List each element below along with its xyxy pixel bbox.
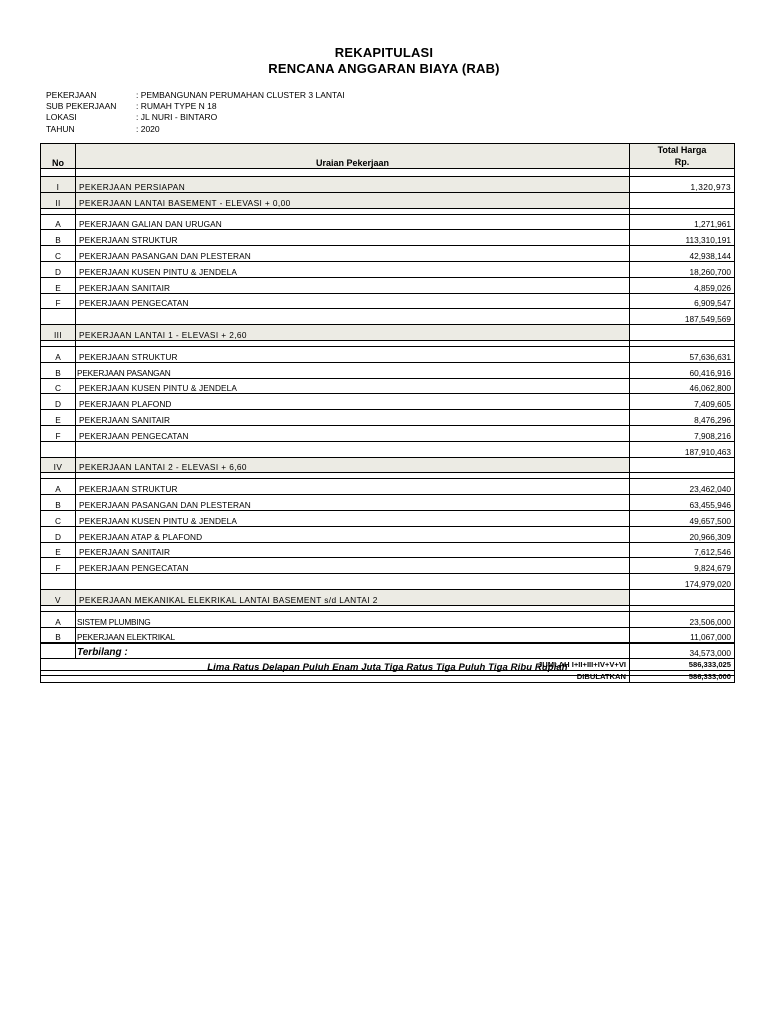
item-amount: 60,416,916 [630, 362, 735, 378]
item-amount: 63,455,946 [630, 495, 735, 511]
subtotal-desc [76, 441, 630, 457]
table-row [41, 246, 735, 262]
terbilang-label: Terbilang : [77, 647, 128, 658]
meta-label: LOKASI [46, 112, 77, 123]
section-no: V [41, 589, 76, 605]
table-row [41, 410, 735, 426]
item-amount: 7,612,546 [630, 542, 735, 558]
item-no: A [41, 611, 76, 627]
item-no: F [41, 558, 76, 574]
item-amount: 9,824,679 [630, 558, 735, 574]
subtotal-amount: 174,979,020 [630, 574, 735, 590]
subtotal-amount: 34,573,000 [630, 643, 735, 659]
subtotal-row [41, 309, 735, 325]
meta-value: : PEMBANGUNAN PERUMAHAN CLUSTER 3 LANTAI [136, 90, 345, 100]
table-row [41, 394, 735, 410]
section-no: I [41, 177, 76, 193]
table-row [41, 362, 735, 378]
item-amount: 113,310,191 [630, 230, 735, 246]
table-row [41, 627, 735, 643]
item-no: D [41, 261, 76, 277]
item-amount: 23,506,000 [630, 611, 735, 627]
section-no: IV [41, 457, 76, 473]
item-amount: 7,908,216 [630, 425, 735, 441]
item-desc: SISTEM PLUMBING [76, 611, 630, 627]
meta-row [46, 90, 345, 101]
item-no: E [41, 410, 76, 426]
col-header-total-line2: Rp. [674, 157, 690, 167]
meta-label: SUB PEKERJAAN [46, 101, 117, 112]
table-row [41, 277, 735, 293]
spacer-cell [76, 169, 630, 177]
section-title: PEKERJAAN MEKANIKAL ELEKRIKAL LANTAI BASEMENT s/d LANTAI 2 [76, 589, 630, 605]
item-desc: PEKERJAAN PENGECATAN [76, 425, 630, 441]
item-desc: PEKERJAAN GALIAN DAN URUGAN [76, 214, 630, 230]
doc-title: REKAPITULASI [334, 45, 434, 60]
item-desc: PEKERJAAN SANITAIR [76, 542, 630, 558]
item-amount: 1,271,961 [630, 214, 735, 230]
spacer-row [41, 169, 735, 177]
table-row [41, 214, 735, 230]
section-title: PEKERJAAN PERSIAPAN [76, 177, 630, 193]
meta-value: : RUMAH TYPE N 18 [136, 101, 217, 112]
table-header [41, 144, 735, 169]
subtotal-row [41, 574, 735, 590]
item-desc: PEKERJAAN KUSEN PINTU & JENDELA [76, 378, 630, 394]
item-desc: PEKERJAAN ATAP & PLAFOND [76, 526, 630, 542]
jumlah-value: 586,333,025 [630, 659, 735, 671]
item-no: E [41, 277, 76, 293]
section-no: III [41, 325, 76, 341]
section-amount [630, 457, 735, 473]
table-row [41, 526, 735, 542]
subtotal-desc [76, 574, 630, 590]
item-amount: 57,636,631 [630, 346, 735, 362]
item-no: A [41, 214, 76, 230]
item-no: C [41, 378, 76, 394]
item-amount: 8,476,296 [630, 410, 735, 426]
jumlah-label: JUMLAH I+II+III+IV+V+VI [41, 659, 630, 671]
col-header-total [630, 144, 735, 169]
section-title: PEKERJAAN LANTAI 2 - ELEVASI + 6,60 [76, 457, 630, 473]
item-desc: PEKERJAAN SANITAIR [76, 410, 630, 426]
item-desc: PEKERJAAN PLAFOND [76, 394, 630, 410]
section-no: II [41, 192, 76, 208]
section-title: PEKERJAAN LANTAI 1 - ELEVASI + 2,60 [76, 325, 630, 341]
dibulatkan-label: DIBULATKAN [41, 671, 630, 683]
item-desc: PEKERJAAN SANITAIR [76, 277, 630, 293]
table-row [41, 425, 735, 441]
table-row [41, 293, 735, 309]
item-desc: PEKERJAAN KUSEN PINTU & JENDELA [76, 261, 630, 277]
table-row [41, 479, 735, 495]
item-no: F [41, 293, 76, 309]
subtotal-no [41, 441, 76, 457]
col-header-uraian: Uraian Pekerjaan [76, 144, 630, 169]
section-row [41, 457, 735, 473]
item-amount: 18,260,700 [630, 261, 735, 277]
item-no: B [41, 495, 76, 511]
subtotal-amount: 187,549,569 [630, 309, 735, 325]
section-row [41, 177, 735, 193]
subtotal-row [41, 441, 735, 457]
rab-table [40, 143, 735, 683]
item-no: C [41, 510, 76, 526]
subtotal-no [41, 574, 76, 590]
table-row [41, 378, 735, 394]
item-no: B [41, 627, 76, 643]
item-amount: 6,909,547 [630, 293, 735, 309]
item-desc: PEKERJAAN PASANGAN DAN PLESTERAN [76, 246, 630, 262]
item-no: D [41, 394, 76, 410]
col-header-total-line1: Total Harga [657, 145, 707, 155]
subtotal-amount: 187,910,463 [630, 441, 735, 457]
item-desc: PEKERJAAN PENGECATAN [76, 558, 630, 574]
item-amount: 7,409,605 [630, 394, 735, 410]
item-no: B [41, 230, 76, 246]
section-row [41, 589, 735, 605]
table-row [41, 495, 735, 511]
spacer-cell [630, 169, 735, 177]
spacer-cell [41, 169, 76, 177]
table-row [41, 510, 735, 526]
item-no: F [41, 425, 76, 441]
table-body [41, 169, 735, 683]
section-amount [630, 325, 735, 341]
table-row [41, 346, 735, 362]
subtotal-desc [76, 309, 630, 325]
item-amount: 20,966,309 [630, 526, 735, 542]
item-desc: PEKERJAAN PASANGAN [76, 362, 630, 378]
meta-label: PEKERJAAN [46, 90, 97, 100]
item-no: E [41, 542, 76, 558]
item-amount: 46,062,800 [630, 378, 735, 394]
item-desc: PEKERJAAN ELEKTRIKAL [76, 627, 630, 643]
item-no: D [41, 526, 76, 542]
col-header-no: No [41, 144, 76, 169]
meta-value: : 2020 [136, 123, 160, 134]
item-amount: 42,938,144 [630, 246, 735, 262]
section-amount [630, 192, 735, 208]
meta-row [46, 124, 345, 135]
section-amount: 1,320,973 [630, 177, 735, 193]
table-row [41, 261, 735, 277]
section-amount [630, 589, 735, 605]
item-amount: 11,067,000 [630, 627, 735, 643]
item-desc: PEKERJAAN STRUKTUR [76, 230, 630, 246]
table-row [41, 611, 735, 627]
subtotal-no [41, 309, 76, 325]
doc-subtitle: RENCANA ANGGARAN BIAYA (RAB) [268, 61, 500, 76]
section-title: PEKERJAAN LANTAI BASEMENT - ELEVASI + 0,00 [76, 192, 630, 208]
terbilang-box [40, 643, 735, 676]
item-desc: PEKERJAAN PENGECATAN [76, 293, 630, 309]
meta-row [46, 112, 345, 123]
dibulatkan-value: 586,333,000 [630, 671, 735, 683]
item-desc: PEKERJAAN STRUKTUR [76, 346, 630, 362]
table-row [41, 542, 735, 558]
item-desc: PEKERJAAN STRUKTUR [76, 479, 630, 495]
item-no: C [41, 246, 76, 262]
item-desc: PEKERJAAN PASANGAN DAN PLESTERAN [76, 495, 630, 511]
section-row [41, 192, 735, 208]
meta-value: : JL NURI - BINTARO [136, 112, 218, 123]
item-amount: 4,859,026 [630, 277, 735, 293]
project-meta [46, 90, 345, 135]
item-amount: 49,657,500 [630, 510, 735, 526]
item-amount: 23,462,040 [630, 479, 735, 495]
item-no: A [41, 479, 76, 495]
section-row [41, 325, 735, 341]
meta-label: TAHUN [46, 123, 75, 134]
terbilang-text: Lima Ratus Delapan Puluh Enam Juta Tiga Ratus Tiga Puluh Tiga Ribu Rupiah [207, 662, 568, 673]
meta-row [46, 101, 345, 112]
table-row [41, 558, 735, 574]
item-desc: PEKERJAAN KUSEN PINTU & JENDELA [76, 510, 630, 526]
item-no: B [41, 362, 76, 378]
table-row [41, 230, 735, 246]
item-no: A [41, 346, 76, 362]
